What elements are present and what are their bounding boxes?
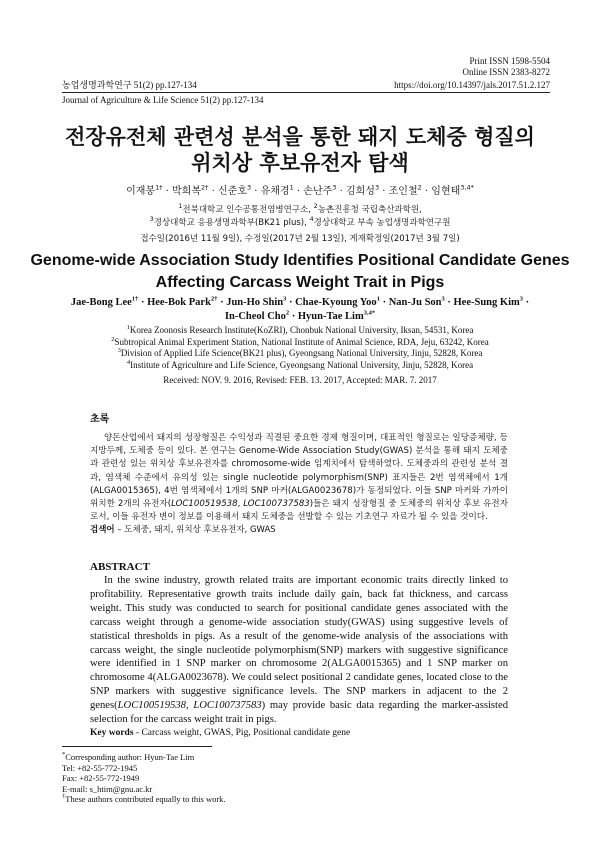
korean-affiliations	[0, 204, 600, 230]
english-aff4: $^4$Institute of Agriculture and Life Science, Gyeongsang National University, Jinju, 52828, Korea	[126, 358, 474, 370]
english-authors-line1: Jae-Bong Lee$^{1\dagger}$ · Hee-Bok Park$^{2\dagger}$ · Jun-Ho Shin$^3$ · Chae-Kyoung Yoo$^1$ · Nan-Ju Son$^3$ · Hee-Sung Kim$^3$ ·	[70, 295, 530, 308]
online-issn: Online ISSN 2383-8272	[462, 67, 550, 77]
corresponding-text: Corresponding author: Hyun-Tae Lim	[65, 752, 195, 762]
korean-keywords-text: – 도체중, 돼지, 위치상 후보유전자, GWAS	[114, 525, 276, 535]
korean-gene2: LOC100737583	[243, 499, 310, 510]
footnote-corresponding: *Corresponding author: Hyun-Tae Lim	[62, 751, 195, 762]
journal-ko: 농업생명과학연구 51(2) pp.127-134	[62, 80, 197, 90]
equal-text: These authors contributed equally to this work.	[65, 794, 226, 805]
korean-received: 접수일(2016년 11월 9일), 수정일(2017년 2월 13일), 게재확정일(2017년 3월 7일)	[140, 234, 460, 244]
english-gene1: LOC100519538	[117, 700, 186, 712]
footnote-rule	[62, 746, 212, 747]
korean-keywords-label: 검색어	[90, 525, 115, 535]
english-abstract-end: ) may provide basic data regarding the marker-assisted selection for the carcass weight trait in pigs.	[90, 700, 508, 726]
english-keywords	[90, 728, 350, 738]
korean-title-line1: 전장유전체 관련성 분석을 통한 돼지 도체중 형질의	[65, 124, 535, 149]
english-aff3: $^3$Division of Applied Life Science(BK21 plus), Gyeongsang National University, Jinju, 52828, Korea	[117, 347, 483, 358]
korean-abstract	[90, 432, 508, 524]
header-rule	[62, 92, 550, 93]
english-gene2: LOC100737583	[193, 700, 262, 712]
footnote-tel: Tel: +82-55-772-1945	[62, 762, 138, 773]
english-aff1: $^1$Korea Zoonosis Research Institute(KoZRI), Chonbuk National University, Iksan, 54531, Korea	[126, 324, 474, 335]
english-title-line1: Genome-wide Association Study Identifies Positional Candidate Genes	[30, 252, 570, 269]
english-keywords-label: Key words	[90, 728, 134, 738]
korean-abstract-end: )들은 돼지 성장형질 중 도체중의 위치상 후보 유전자로서, 이들 유전자 변이 정보를 이용해서 돼지 도체중을 선발할 수 있는 기초연구 자료가 될 수 있을 것이다.	[90, 499, 509, 523]
english-keywords-text: - Carcass weight, GWAS, Pig, Positional candidate gene	[133, 728, 351, 738]
korean-aff-line1: $^1$전북대학교 인수공통전염병연구소, $^2$농촌진흥청 국립축산과학원,	[178, 202, 422, 215]
issn-block	[463, 56, 551, 78]
korean-keywords	[90, 523, 276, 535]
korean-aff-line2: $^3$경상대학교 응용생명과학부(BK21 plus), $^4$경상대학교 부속 농업생명과학연구원	[149, 215, 451, 228]
print-issn: Print ISSN 1598-5504	[469, 56, 550, 66]
korean-abstract-text: 양돈산업에서 돼지의 성장형질은 수익성과 직결된 중요한 경제 형질이며, 대표적인 형질로는 일당증체량, 등지방두께, 도체중 등이 있다. 본 연구는 Genome-Wide Association Study(GWAS) 분석을 통해 돼지 도체중과 관련성 있는 위치상 후보유전자를 chromosome-wide 임계치에서 탐색하였다. 도체중과의 관련성 분석 결과, 염색체 수준에서 유의성 있는 single nucleotide polymorphism(SNP) 표지들은 2번 염색체에서 1개(ALGA0015365), 4번 염색체에서 1개의 SNP 마커(ALGA0023678)가 동정되었다. 이들 SNP 마커와 가까이 위치한 2개의 유전자(	[90, 433, 508, 510]
english-title	[0, 250, 600, 294]
korean-sep: ,	[237, 499, 244, 510]
footnote-equal: †These authors contributed equally to this work.	[62, 793, 226, 805]
korean-abstract-heading: 초록	[90, 414, 110, 425]
english-affiliations	[0, 325, 600, 371]
footnotes	[62, 752, 226, 805]
english-aff2: $^2$Subtropical Animal Experiment Station, National Institute of Animal Science, RDA, Jeju, 63242, Korea	[111, 335, 489, 347]
english-title-line2: Affecting Carcass Weight Trait in Pigs	[155, 274, 445, 291]
journal-en: Journal of Agriculture & Life Science 51(2) pp.127-134	[62, 95, 264, 105]
korean-title	[0, 124, 600, 176]
doi-link[interactable]: https://doi.org/10.14397/jals.2017.51.2.127	[394, 80, 550, 90]
english-sep: ,	[185, 700, 194, 712]
korean-title-line2: 위치상 후보유전자 탐색	[191, 150, 409, 175]
korean-authors: 이재봉$^{1\dagger}$ · 박희복$^{2\dagger}$ · 신준호$^3$ · 유채경$^1$ · 손난주$^3$ · 김희성$^3$ · 조인철$^2$ · 임현태$^{3,4*}$	[126, 183, 474, 197]
english-abstract-heading: ABSTRACT	[90, 561, 150, 573]
english-authors-line2: In-Cheol Cho$^2$ · Hyun-Tae Lim$^{3,4*}$	[224, 309, 376, 322]
english-abstract-text: In the swine industry, growth related traits are important economic traits directly linked to profitability. Representative growth traits include daily gain, back fat thickness, and carcass weight. This study was conducted to search for positional candidate genes associated with the carcass weight through a genome-wide association study(GWAS) using suggestive levels of statistical thresholds in pigs. As a result of the genome-wide analysis of the associations with carcass weight, the single nucleotide polymorphism(SNP) markers with suggestive significance were identified in 1 SNP marker on chromosome 2(ALGA0015365) and 1 SNP marker on chromosome 4(ALGA0023678). We could select positional 2 candidate genes, located close to the SNP markers with suggestive significance levels. The SNP markers in adjacent to the 2 genes(	[90, 575, 508, 712]
korean-gene1: LOC100519538	[171, 499, 238, 510]
english-received: Received: NOV. 9. 2016, Revised: FEB. 13. 2017, Accepted: MAR. 7. 2017	[163, 375, 437, 385]
english-abstract	[90, 574, 508, 727]
english-authors	[0, 296, 600, 324]
footnote-fax: Fax: +82-55-772-1949	[62, 773, 140, 784]
footnote-email[interactable]: E-mail: s_htim@gnu.ac.kr	[62, 783, 153, 794]
